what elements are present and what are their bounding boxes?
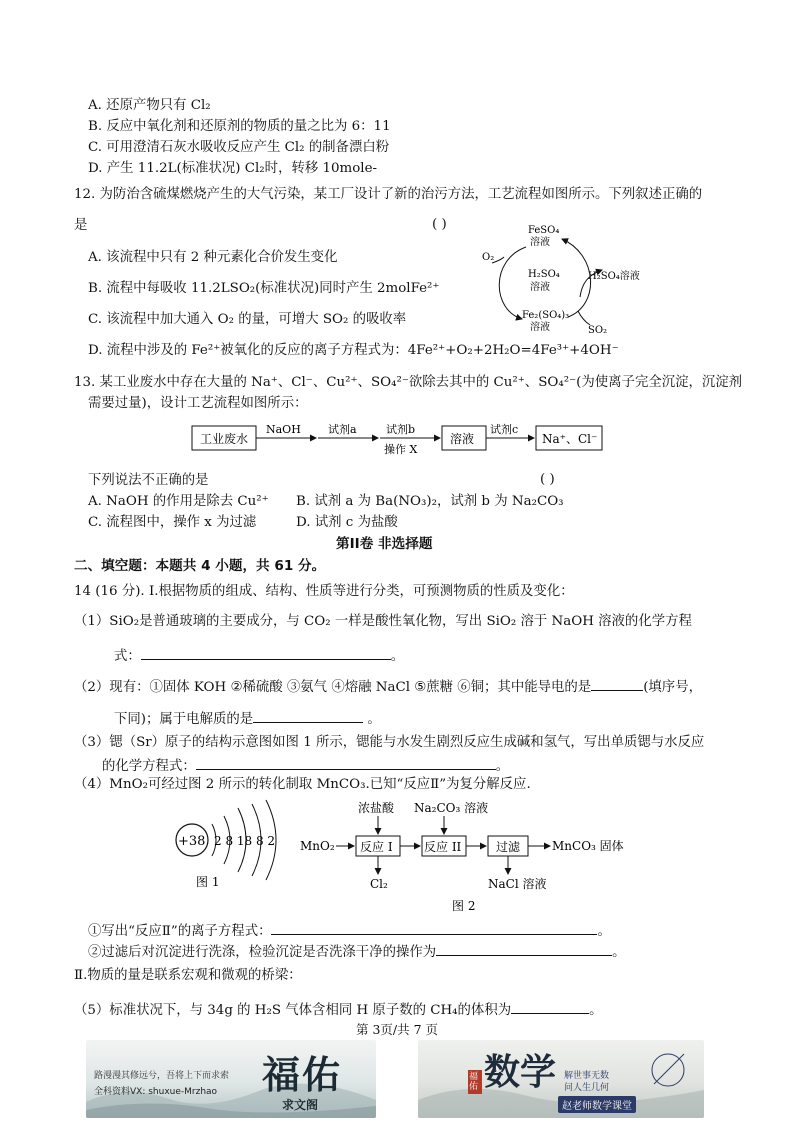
- o2-label: O₂: [482, 252, 495, 263]
- q14-part1-stem: （1）SiO₂是普通玻璃的主要成分，与 CO₂ 一样是酸性氧化物，写出 SiO₂ 溶于 NaOH 溶液的化学方程: [74, 614, 692, 629]
- banner-left-motto: 路漫漫其修远兮，吾将上下而求索: [94, 1071, 230, 1081]
- feso4-solution-label: 溶液: [530, 237, 550, 248]
- q13-option-c: C. 流程图中，操作 x 为过滤: [88, 515, 257, 530]
- q14-part3-stem: （3）锶（Sr）原子的结构示意图如图 1 所示，锶能与水发生剧烈反应生成碱和氢气，写出单质锶与水反应: [74, 735, 705, 750]
- page-footer: 第 3页/共 7 页: [356, 1022, 439, 1037]
- fig2-byproduct-cl2: Cl₂: [370, 877, 388, 891]
- fig2-box-reaction1-label: 反应 I: [360, 840, 393, 854]
- q12-cycle-diagram: [470, 215, 650, 337]
- q14-part2-electrolyte: 下同)；属于电解质的是 。: [114, 708, 381, 729]
- so2-label: SO₂: [588, 325, 608, 336]
- q14-part3-blank[interactable]: [196, 755, 496, 770]
- fig2-caption: 图 2: [452, 899, 476, 913]
- banner-left-contact: 全科资料VX: shuxue-Mrzhao: [94, 1087, 218, 1097]
- q13-flow-diagram: [190, 418, 610, 460]
- q14-part2-blank-conductive[interactable]: [591, 676, 643, 691]
- banner-left-sub: 求文阁: [282, 1098, 319, 1112]
- q13-option-a: A. NaOH 的作用是除去 Cu²⁺: [88, 494, 269, 509]
- fig2-product: MnCO₃ 固体: [552, 839, 624, 853]
- banner-right-line2: 问人生几何: [564, 1083, 610, 1093]
- banner-right: [418, 1040, 704, 1118]
- q13-option-d: D. 试剂 c 为盐酸: [296, 515, 398, 530]
- h2so4-output-label: H₂SO₄溶液: [588, 271, 640, 282]
- fe2so43-label: Fe₂(SO₄)₃: [522, 310, 570, 321]
- banner-right-line1: 解世事无数: [564, 1071, 610, 1081]
- q14-sub1-blank[interactable]: [271, 920, 597, 935]
- q13-stem: 13. 某工业废水中存在大量的 Na⁺、Cl⁻、Cu²⁺、SO₄²⁻欲除去其中的 Cu²⁺、SO₄²⁻(为使离子完全沉淀，沉淀剂: [74, 375, 743, 390]
- q12-stem: 12. 为防治含硫煤燃烧产生的大气污染，某工厂设计了新的治污方法，工艺流程如图所示。下列叙述正确的: [74, 187, 703, 202]
- q12-option-a: A. 该流程中只有 2 种元素化合价发生变化: [88, 250, 338, 265]
- fig1-shell-counts: 2 8 18 8 2: [214, 834, 276, 848]
- q14-sub2-blank[interactable]: [436, 941, 612, 956]
- q12-option-b: B. 流程中每吸收 11.2LSO₂(标准状况)同时产生 2molFe²⁺: [88, 281, 440, 296]
- section-two-title: 二、填空题：本题共 4 小题，共 61 分。: [74, 558, 326, 574]
- q14-sub1: ①写出“反应Ⅱ”的离子方程式： 。: [88, 920, 611, 941]
- banner-right-line3: 赵老师数学课堂: [558, 1096, 636, 1113]
- flow-arrow-operation-x: 操作 X: [384, 443, 418, 456]
- feso4-label: FeSO₄: [528, 225, 560, 236]
- so2-in-arrow: [578, 311, 590, 325]
- q12-answer-paren: ( ): [432, 217, 447, 232]
- q14-part2-blank-electrolyte[interactable]: [253, 708, 363, 723]
- q14-part1-prompt: 式： 。: [114, 645, 404, 666]
- flow-box-product-label: Na⁺、Cl⁻: [542, 432, 598, 446]
- q14-part3-prompt: 的化学方程式： 。: [102, 755, 509, 776]
- fig2-start-mno2: MnO₂: [300, 839, 335, 853]
- h2so4-solution-label: 溶液: [530, 282, 550, 293]
- q12-option-c: C. 该流程中加大通入 O₂ 的量，可增大 SO₂ 的吸收率: [88, 312, 407, 327]
- fig1-caption: 图 1: [196, 875, 220, 889]
- fe2so43-solution-label: 溶液: [530, 322, 550, 333]
- banner-right-logo: 数学: [484, 1051, 557, 1093]
- q13-question: 下列说法不正确的是: [88, 473, 209, 488]
- fig2-flow-diagram: [298, 800, 638, 916]
- flow-box-solution-label: 溶液: [450, 432, 475, 446]
- flow-arrow-naoh: NaOH: [266, 423, 301, 436]
- fig2-reagent-na2co3: Na₂CO₃ 溶液: [414, 801, 489, 815]
- flow-arrow-reagent-c: 试剂c: [490, 423, 519, 436]
- fig2-byproduct-nacl: NaCl 溶液: [488, 877, 547, 891]
- flow-box-wastewater-label: 工业废水: [200, 432, 249, 446]
- fig2-box-filter-label: 过滤: [496, 840, 521, 854]
- q11-option-b: B. 反应中氧化剂和还原剂的物质的量之比为 6：11: [88, 119, 391, 134]
- flow-arrow-reagent-a: 试剂a: [328, 423, 357, 436]
- cycle-arc-right: [562, 239, 591, 317]
- fig1-nucleus-label: +38: [178, 834, 206, 849]
- q13-stem-end: 需要过量)，设计工艺流程如图所示：: [88, 396, 308, 411]
- q13-option-b: B. 试剂 a 为 Ba(NO₃)₂，试剂 b 为 Na₂CO₃: [296, 494, 564, 509]
- q14-part4-stem: （4）MnO₂可经过图 2 所示的转化制取 MnCO₃.已知“反应Ⅱ”为复分解反应.: [74, 777, 531, 792]
- q14-part5-blank[interactable]: [511, 999, 589, 1014]
- q14-part2-stem: （2）现有：①固体 KOH ②稀硫酸 ③氨气 ④熔融 NaCl ⑤蔗糖 ⑥铜；其中能导电的是 (填序号，: [74, 676, 702, 697]
- fig2-box-reaction2-label: 反应 II: [424, 840, 462, 854]
- flow-arrow-reagent-b: 试剂b: [386, 423, 416, 436]
- q14-intro: 14 (16 分). Ⅰ.根据物质的组成、结构、性质等进行分类，可预测物质的性质及变化：: [74, 584, 574, 599]
- q14-sub2: ②过滤后对沉淀进行洗涤，检验沉淀是否洗涤干净的操作为 。: [88, 941, 626, 962]
- q13-answer-paren: ( ): [540, 472, 555, 487]
- banner-left: [86, 1040, 376, 1118]
- q11-option-a: A. 还原产物只有 Cl₂: [88, 98, 211, 113]
- banner-right-seal: 福佑: [468, 1070, 482, 1094]
- fig1-atom-structure: [170, 798, 290, 890]
- q14-part-two: Ⅱ.物质的量是联系宏观和微观的桥梁：: [74, 968, 302, 983]
- fig2-reagent-hcl: 浓盐酸: [358, 801, 395, 815]
- part-two-title: 第II卷 非选择题: [336, 536, 433, 552]
- banner-left-logo: 福佑: [262, 1052, 343, 1097]
- q12-option-d: D. 流程中涉及的 Fe²⁺被氧化的反应的离子方程式为：4Fe²⁺+O₂+2H₂O=4Fe³⁺+4OH⁻: [88, 343, 619, 358]
- h2so4-label: H₂SO₄: [528, 269, 560, 280]
- q12-stem-end: 是: [74, 218, 88, 233]
- q11-option-d: D. 产生 11.2L(标准状况) Cl₂时，转移 10mole-: [88, 161, 378, 176]
- q14-part1-blank[interactable]: [141, 645, 391, 660]
- q14-part5: （5）标准状况下，与 34g 的 H₂S 气体含相同 H 原子数的 CH₄的体积为 。: [74, 999, 603, 1020]
- q11-option-c: C. 可用澄清石灰水吸收反应产生 Cl₂ 的制备漂白粉: [88, 140, 390, 155]
